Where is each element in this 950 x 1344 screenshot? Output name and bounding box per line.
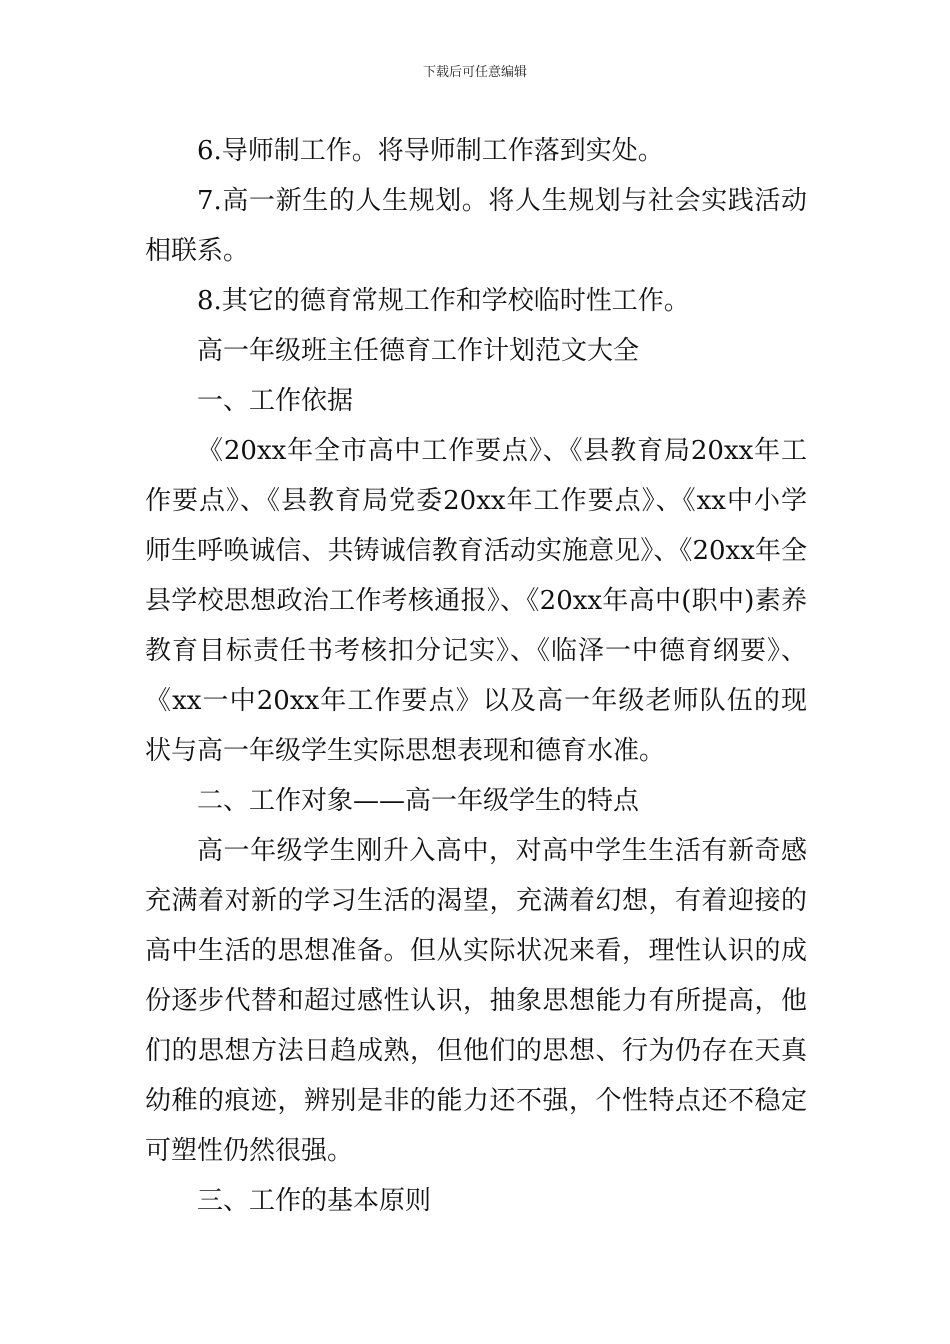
document-body [145,126,807,1226]
heading-work-basis: 一、工作依据 [197,386,354,416]
paragraph-other-work: 8.其它的德育常规工作和学校临时性工作。 [197,286,690,316]
section-title: 高一年级班主任德育工作计划范文大全 [197,336,640,366]
heading-work-object: 二、工作对象——高一年级学生的特点 [197,786,640,816]
paragraph-tutor-system: 6.导师制工作。将导师制工作落到实处。 [197,136,664,166]
heading-basic-principles: 三、工作的基本原则 [197,1186,432,1216]
paragraph-work-basis: 《20xx年全市高中工作要点》、《县教育局20xx年工作要点》、《县教育局党委20xx年工作要点》、《xx中小学师生呼唤诚信、共铸诚信教育活动实施意见》、《20xx年全县学校思想政治工作考核通报》、《20xx年高中(职中)素养教育目标责任书考核扣分记实》、《临泽一中德育纲要》、《xx一中20xx年工作要点》以及高一年级老师队伍的现状与高一年级学生实际思想表现和德育水准。 [145,436,807,766]
paragraph-life-planning: 7.高一新生的人生规划。将人生规划与社会实践活动相联系。 [145,186,807,266]
paragraph-student-features: 高一年级学生刚升入高中，对高中学生生活有新奇感充满着对新的学习生活的渴望，充满着幻想，有着迎接的高中生活的思想准备。但从实际状况来看，理性认识的成份逐步代替和超过感性认识，抽象思想能力有所提高，他们的思想方法日趋成熟，但他们的思想、行为仍存在天真幼稚的痕迹，辨别是非的能力还不强，个性特点还不稳定可塑性仍然很强。 [145,836,807,1166]
page-header-note: 下载后可任意编辑 [422,65,527,80]
